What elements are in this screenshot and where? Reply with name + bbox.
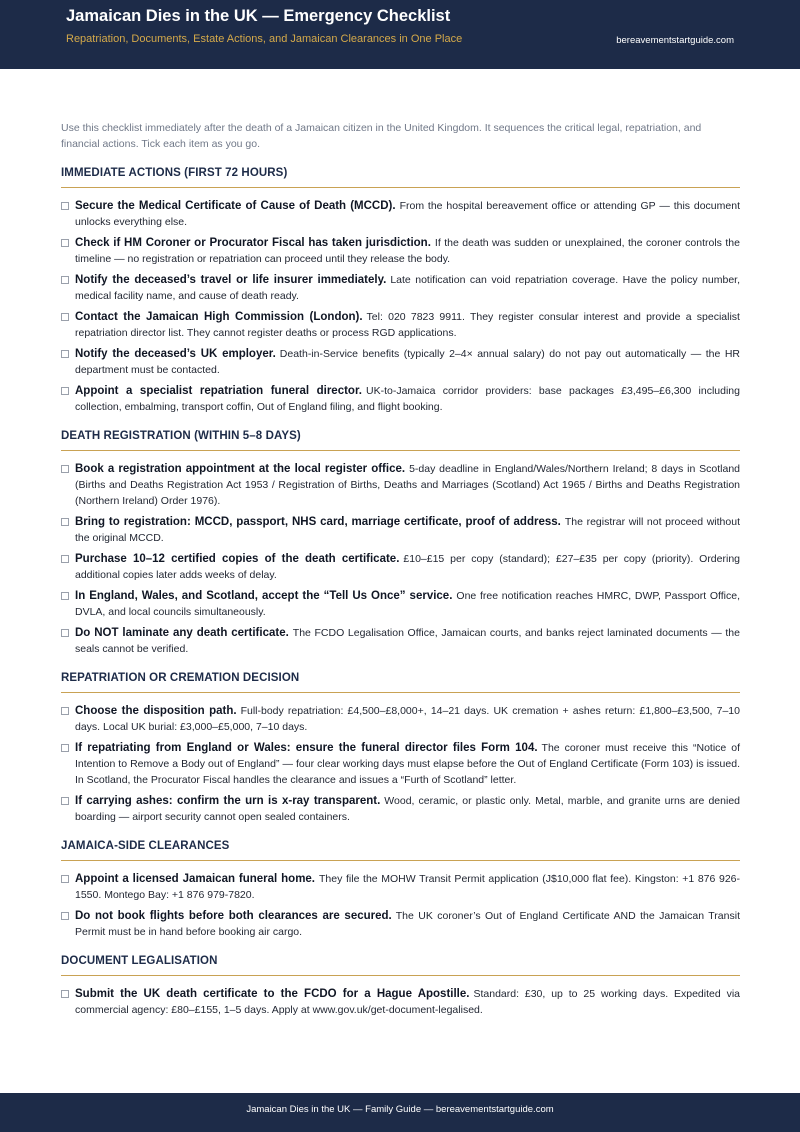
footer-text: Jamaican Dies in the UK — Family Guide — bereavementstartguide.com [246, 1104, 554, 1115]
item-heading: Do NOT laminate any death certificate. [75, 627, 289, 639]
checkbox[interactable] [61, 465, 69, 473]
checklist-item [61, 514, 740, 546]
checklist-sections [61, 167, 740, 1018]
item-description: The FCDO Legalisation Office, Jamaican courts, and banks reject laminated documents — the seals cannot be verified. [75, 627, 740, 655]
checkbox[interactable] [61, 239, 69, 247]
checkbox[interactable] [61, 912, 69, 920]
checklist-item [61, 346, 740, 378]
checkbox[interactable] [61, 276, 69, 284]
checklist-item [61, 740, 740, 788]
checklist-section [61, 167, 740, 415]
checklist-item [61, 908, 740, 940]
item-heading: Check if HM Coroner or Procurator Fiscal has taken jurisdiction. [75, 237, 431, 249]
item-heading: Secure the Medical Certificate of Cause of Death (MCCD). [75, 200, 396, 212]
checklist-body [61, 120, 740, 1033]
item-heading: If repatriating from England or Wales: ensure the funeral director files Form 104. [75, 742, 538, 754]
section-title: JAMAICA-SIDE CLEARANCES [61, 840, 740, 861]
item-description: The registrar will not proceed without the original MCCD. [75, 516, 740, 544]
checklist-section [61, 955, 740, 1018]
item-heading: Appoint a specialist repatriation funeral director. [75, 385, 362, 397]
item-heading: Do not book flights before both clearances are secured. [75, 910, 392, 922]
item-heading: Purchase 10–12 certified copies of the death certificate. [75, 553, 400, 565]
checkbox[interactable] [61, 875, 69, 883]
intro-text: Use this checklist immediately after the death of a Jamaican citizen in the United Kingdom. It sequences the critical legal, repatriation, and financial actions. Tick each item as you go. [61, 122, 702, 150]
item-heading: Notify the deceased’s travel or life insurer immediately. [75, 274, 387, 286]
checklist-item [61, 625, 740, 657]
item-description: Full-body repatriation: £4,500–£8,000+, 14–21 days. UK cremation + ashes return: £1,800–£3,500, 7–10 days. Local UK burial: £3,000–£5,000, 7–10 days. [75, 705, 740, 733]
checklist-item [61, 235, 740, 267]
item-heading: Bring to registration: MCCD, passport, NHS card, marriage certificate, proof of address. [75, 516, 561, 528]
checkbox[interactable] [61, 592, 69, 600]
item-heading: In England, Wales, and Scotland, accept the “Tell Us Once” service. [75, 590, 453, 602]
checklist-item [61, 198, 740, 230]
item-heading: Choose the disposition path. [75, 705, 237, 717]
checklist-item [61, 551, 740, 583]
checklist-section [61, 672, 740, 825]
section-title: DEATH REGISTRATION (WITHIN 5–8 DAYS) [61, 430, 740, 451]
header-site-name: bereavementstartguide.com [616, 35, 734, 46]
page-footer [0, 1093, 800, 1132]
section-title: DOCUMENT LEGALISATION [61, 955, 740, 976]
item-description: From the hospital bereavement office or attending GP — this document unlocks everything else. [75, 200, 740, 228]
item-description: Late notification can void repatriation coverage. Have the policy number, medical facility name, and cause of death ready. [75, 274, 740, 302]
item-heading: Submit the UK death certificate to the FCDO for a Hague Apostille. [75, 988, 470, 1000]
checkbox[interactable] [61, 990, 69, 998]
checkbox[interactable] [61, 350, 69, 358]
checkbox[interactable] [61, 555, 69, 563]
item-description: Standard: £30, up to 25 working days. Expedited via commercial agency: £80–£155, 1–5 days. Apply at www.gov.uk/get-document-legalised. [75, 988, 740, 1016]
checklist-item [61, 871, 740, 903]
item-heading: Book a registration appointment at the local register office. [75, 463, 406, 475]
checklist-item [61, 383, 740, 415]
checklist-item [61, 588, 740, 620]
checkbox[interactable] [61, 744, 69, 752]
item-description: The UK coroner’s Out of England Certificate AND the Jamaican Transit Permit must be in hand before booking air cargo. [75, 910, 740, 938]
item-description: UK-to-Jamaica corridor providers: base packages £3,495–£6,300 including collection, embalming, transport coffin, Out of England filing, and flight booking. [75, 385, 740, 413]
item-heading: Appoint a licensed Jamaican funeral home. [75, 873, 316, 885]
checklist-item [61, 272, 740, 304]
checkbox[interactable] [61, 707, 69, 715]
checklist-item [61, 986, 740, 1018]
item-heading: If carrying ashes: confirm the urn is x-ray transparent. [75, 795, 381, 807]
item-description: Death-in-Service benefits (typically 2–4× annual salary) do not pay out automatically — the HR department must be contacted. [75, 348, 740, 376]
checklist-item [61, 461, 740, 509]
item-description: Tel: 020 7823 9911. They register consular interest and provide a specialist repatriation director list. They cannot register deaths or process RGD applications. [75, 311, 740, 339]
item-heading: Notify the deceased’s UK employer. [75, 348, 276, 360]
item-description: £10–£15 per copy (standard); £27–£35 per copy (priority). Ordering additional copies later adds weeks of delay. [75, 553, 740, 581]
section-title: IMMEDIATE ACTIONS (FIRST 72 HOURS) [61, 167, 740, 188]
section-title: REPATRIATION OR CREMATION DECISION [61, 672, 740, 693]
checkbox[interactable] [61, 387, 69, 395]
checkbox[interactable] [61, 202, 69, 210]
checkbox[interactable] [61, 629, 69, 637]
item-heading: Contact the Jamaican High Commission (London). [75, 311, 363, 323]
checklist-section [61, 840, 740, 940]
checkbox[interactable] [61, 313, 69, 321]
item-description: One free notification reaches HMRC, DWP, Passport Office, DVLA, and local councils simultaneously. [75, 590, 740, 618]
page-subtitle: Repatriation, Documents, Estate Actions, and Jamaican Clearances in One Place [66, 33, 463, 45]
checklist-section [61, 430, 740, 657]
page-header [0, 0, 800, 69]
page-title: Jamaican Dies in the UK — Emergency Checklist [66, 7, 451, 25]
item-description: If the death was sudden or unexplained, the coroner controls the timeline — no registration or repatriation can proceed until they release the body. [75, 237, 740, 265]
item-description: They file the MOHW Transit Permit application (J$10,000 flat fee). Kingston: +1 876 926-1550. Montego Bay: +1 876 979-7820. [75, 873, 741, 901]
item-description: 5-day deadline in England/Wales/Northern Ireland; 8 days in Scotland (Births and Deaths Registration Act 1953 / Registration of Births, Deaths and Marriages (Scotland) Act 1965 / Births and Deaths Registration (Northern Ireland) Order 1976). [75, 463, 741, 507]
checkbox[interactable] [61, 797, 69, 805]
item-description: Wood, ceramic, or plastic only. Metal, marble, and granite urns are denied boarding — airport security cannot open sealed containers. [75, 795, 740, 823]
checklist-item [61, 309, 740, 341]
item-description: The coroner must receive this “Notice of Intention to Remove a Body out of England” — four clear working days must elapse before the Out of England Certificate (Form 103) is issued. In Scotland, the Procurator Fiscal handles the clearance and issues a “Furth of Scotland” letter. [75, 742, 740, 786]
checkbox[interactable] [61, 518, 69, 526]
checklist-item [61, 793, 740, 825]
checklist-item [61, 703, 740, 735]
